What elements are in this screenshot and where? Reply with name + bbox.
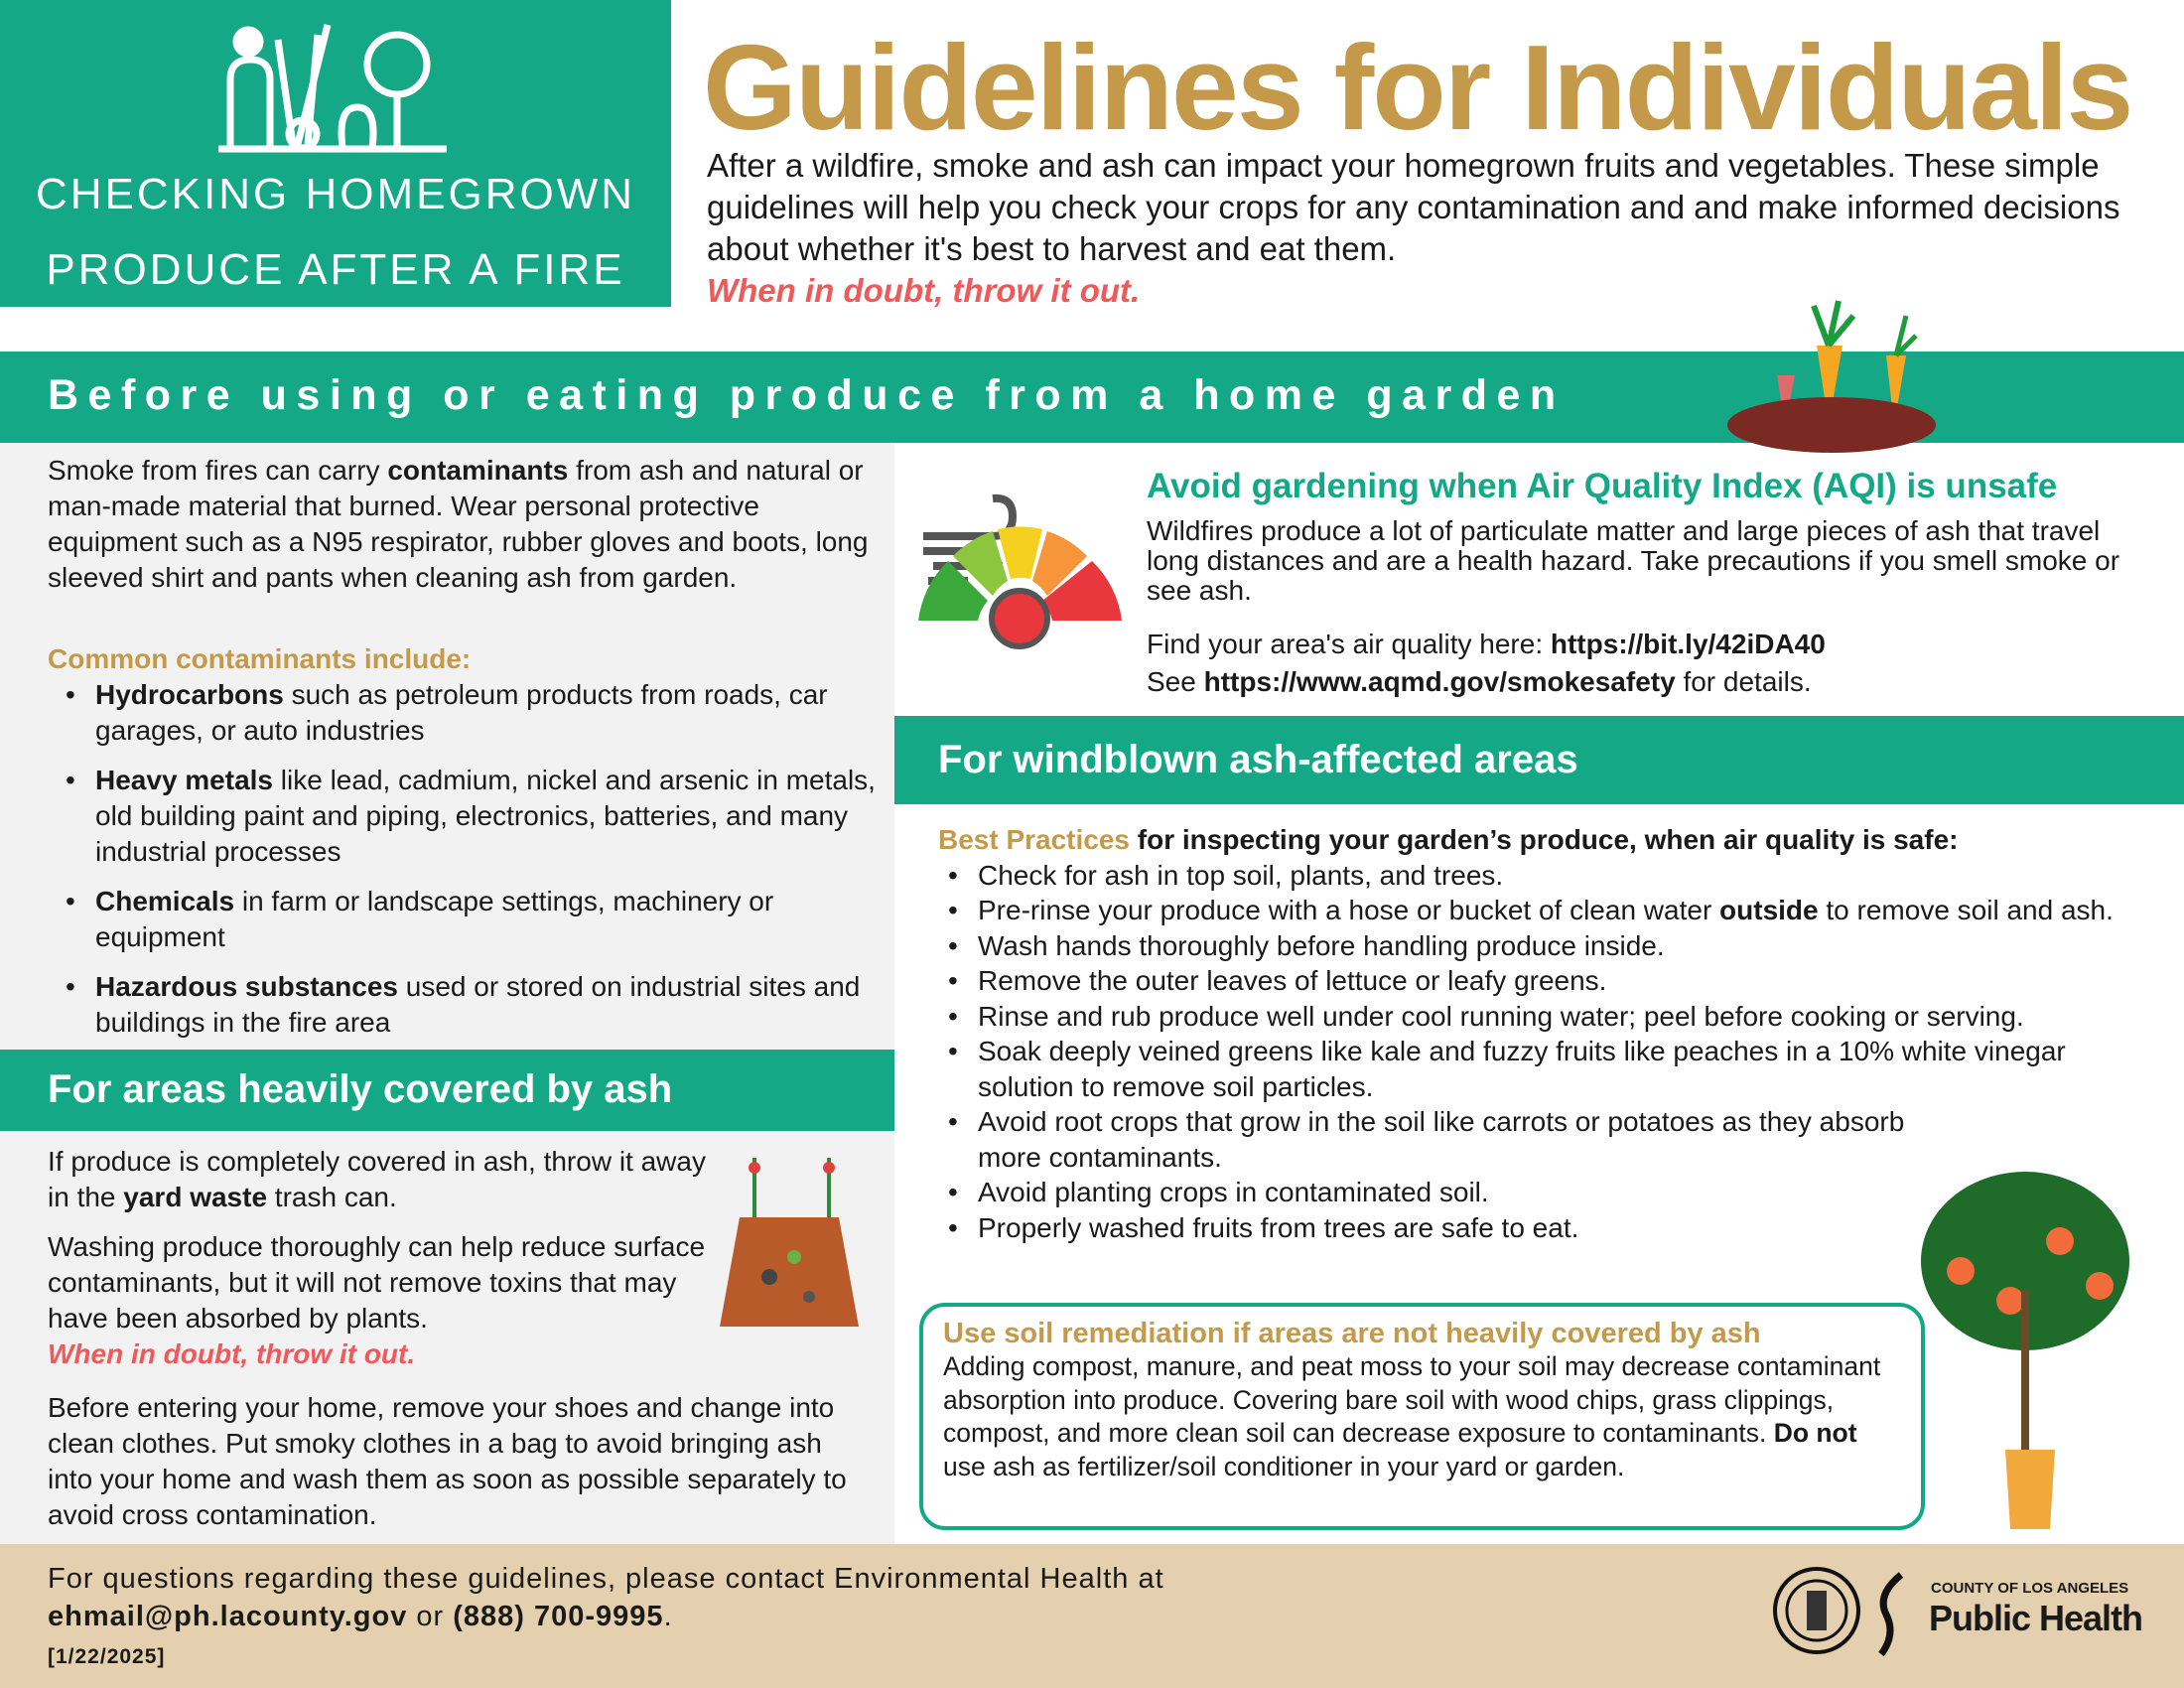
air-quality-link[interactable]: https://bit.ly/42iDA40 [1550, 629, 1826, 659]
item-bold: Hydrocarbons [95, 679, 284, 710]
ash-p2-text: Washing produce thoroughly can help reduce surface contaminants, but it will not remove toxins that may have been absorbed by plants. [48, 1231, 706, 1334]
aqi-heading: Avoid gardening when Air Quality Index (AQI) is unsafe [1147, 467, 2058, 505]
ash-soil-illustration [700, 1148, 879, 1346]
ash-text-2: trash can. [267, 1182, 397, 1212]
header-box [0, 0, 671, 307]
contaminants-list [48, 677, 882, 1041]
subtitle-line-2: PRODUCE AFTER A FIRE [46, 245, 625, 294]
ash-paragraph-2 [48, 1229, 723, 1372]
intro-body: After a wildfire, smoke and ash can impact your homegrown fruits and vegetables. These simple guidelines will help you check your crops for any contamination and and make informed decisions about whether it's best to harvest and eat them. [707, 147, 2120, 267]
carrots-soil-illustration [1717, 286, 1946, 455]
ash-warning: When in doubt, throw it out. [48, 1338, 416, 1369]
subtitle-line-1: CHECKING HOMEGROWN [36, 170, 635, 218]
windblown-heading: For windblown ash-affected areas [938, 738, 1578, 781]
item-text: used or stored on industrial sites and buildings in the fire area [95, 971, 861, 1038]
contact-text: For questions regarding these guidelines, please contact Environmental Health at [48, 1563, 1164, 1595]
list-item: • Check for ash in top soil, plants, and trees. [930, 858, 2169, 894]
remediation-box [919, 1303, 1925, 1530]
public-health-logo-icon [1871, 1570, 1911, 1659]
list-item: • Soak deeply veined greens like kale and fuzzy fruits like peaches in a 10% white vinegar solution to remove soil particles. [930, 1034, 2121, 1104]
or-text: or [407, 1601, 454, 1632]
list-item: • Wash hands thoroughly before handling produce inside. [930, 928, 2169, 964]
aqi-links [1147, 626, 1826, 701]
date-label: [1/22/2025] [48, 1645, 166, 1668]
smokesafety-link[interactable]: https://www.aqmd.gov/smokesafety [1203, 666, 1676, 697]
item-text: in farm or landscape settings, machinery or equipment [95, 886, 774, 952]
see-text: See [1147, 666, 1204, 697]
item-bold: Hazardous substances [95, 971, 398, 1002]
remediation-body: Adding compost, manure, and peat moss to your soil may decrease contaminant absorption into produce. Covering bare soil with wood chips, grass clippings, compost, and more clean soil can decrease exposure to contaminants. [943, 1351, 1881, 1448]
bp-label: Best Practices [938, 824, 1131, 855]
phone-link[interactable]: (888) 700-9995 [453, 1601, 664, 1632]
list-item: • Rinse and rub produce well under cool running water; peel before cooking or serving. [930, 999, 2169, 1035]
remediation-heading: Use soil remediation if areas are not heavily covered by ash [943, 1318, 1761, 1349]
list-item: • Avoid planting crops in contaminated soil. [930, 1175, 2169, 1210]
best-practices-heading [938, 822, 2169, 858]
list-item [48, 969, 882, 1041]
left-column [0, 443, 894, 1544]
ash-paragraph-1 [48, 1144, 723, 1215]
aqi-gauge-icon [913, 472, 1127, 650]
list-item [48, 884, 882, 955]
orange-tree-illustration [1911, 1152, 2139, 1539]
intro-warning: When in doubt, throw it out. [707, 272, 1141, 309]
item-text: like lead, cadmium, nickel and arsenic in metals, old building paint and piping, electronics, batteries, and many industrial processes [95, 765, 876, 867]
remediation-rest: use ash as fertilizer/soil conditioner in your yard or garden. [943, 1451, 1625, 1481]
ppe-paragraph [48, 453, 872, 596]
ppe-text: Smoke from fires can carry [48, 455, 388, 486]
vegetables-icon [218, 20, 447, 154]
list-item [930, 893, 2121, 928]
page-title: Guidelines for Individuals [703, 20, 2132, 155]
ash-bold: yard waste [123, 1182, 268, 1212]
item-text: Pre-rinse your produce with a hose or bucket of clean water [978, 895, 1720, 925]
ash-banner [0, 1050, 894, 1131]
ash-paragraph-3: Before entering your home, remove your shoes and change into clean clothes. Put smoky clothes in a bag to avoid bringing ash into your home and wash them as soon as possible separately to avoid cross contamination. [48, 1392, 847, 1530]
list-item: • Remove the outer leaves of lettuce or leafy greens. [930, 963, 2169, 999]
banner-text: Before using or eating produce from a home garden [48, 371, 1566, 419]
item-text: such as petroleum products from roads, car garages, or auto industries [95, 679, 828, 746]
ash-heading: For areas heavily covered by ash [48, 1067, 673, 1111]
footer [0, 1544, 2184, 1688]
list-item: • Avoid root crops that grow in the soil like carrots or potatoes as they absorb more contaminants. [930, 1104, 1923, 1175]
ppe-text-2: from ash and natural or man-made material that burned. Wear personal protective equipment such as a N95 respirator, rubber gloves and boots, long sleeved shirt and pants when cleaning ash from garden. [48, 455, 869, 593]
details-text: for details. [1675, 666, 1812, 697]
item-text-2: to remove soil and ash. [1818, 895, 2114, 925]
ash-text: If produce is completely covered in ash, throw it away in the [48, 1146, 706, 1212]
logo-public-health-text: Public Health [1929, 1598, 2143, 1638]
county-seal-logo [1772, 1566, 1861, 1655]
remediation-text [943, 1350, 1901, 1483]
logo-county-text: COUNTY OF LOS ANGELES [1931, 1580, 2129, 1597]
section-banner [0, 352, 2184, 443]
aqi-text: Wildfires produce a lot of particulate matter and large pieces of ash that travel long distances and are a health hazard. Take precautions if you smell smoke or see ash. [1147, 515, 2120, 606]
contaminants-heading: Common contaminants include: [48, 643, 472, 674]
period-text: . [663, 1601, 673, 1632]
list-item: • Properly washed fruits from trees are safe to eat. [930, 1210, 2169, 1246]
find-text: Find your area's air quality here: [1147, 629, 1551, 659]
email-link[interactable]: ehmail@ph.lacounty.gov [48, 1601, 408, 1632]
item-bold: outside [1719, 895, 1819, 925]
ppe-bold: contaminants [387, 455, 569, 486]
item-bold: Heavy metals [95, 765, 274, 795]
remediation-bold: Do not [1773, 1418, 1857, 1448]
item-bold: Chemicals [95, 886, 235, 916]
bp-rest: for inspecting your garden’s produce, when air quality is safe: [1130, 824, 1959, 855]
contact-info [48, 1560, 1164, 1676]
list-item [48, 763, 882, 870]
windblown-banner [894, 716, 2184, 804]
list-item [48, 677, 882, 749]
